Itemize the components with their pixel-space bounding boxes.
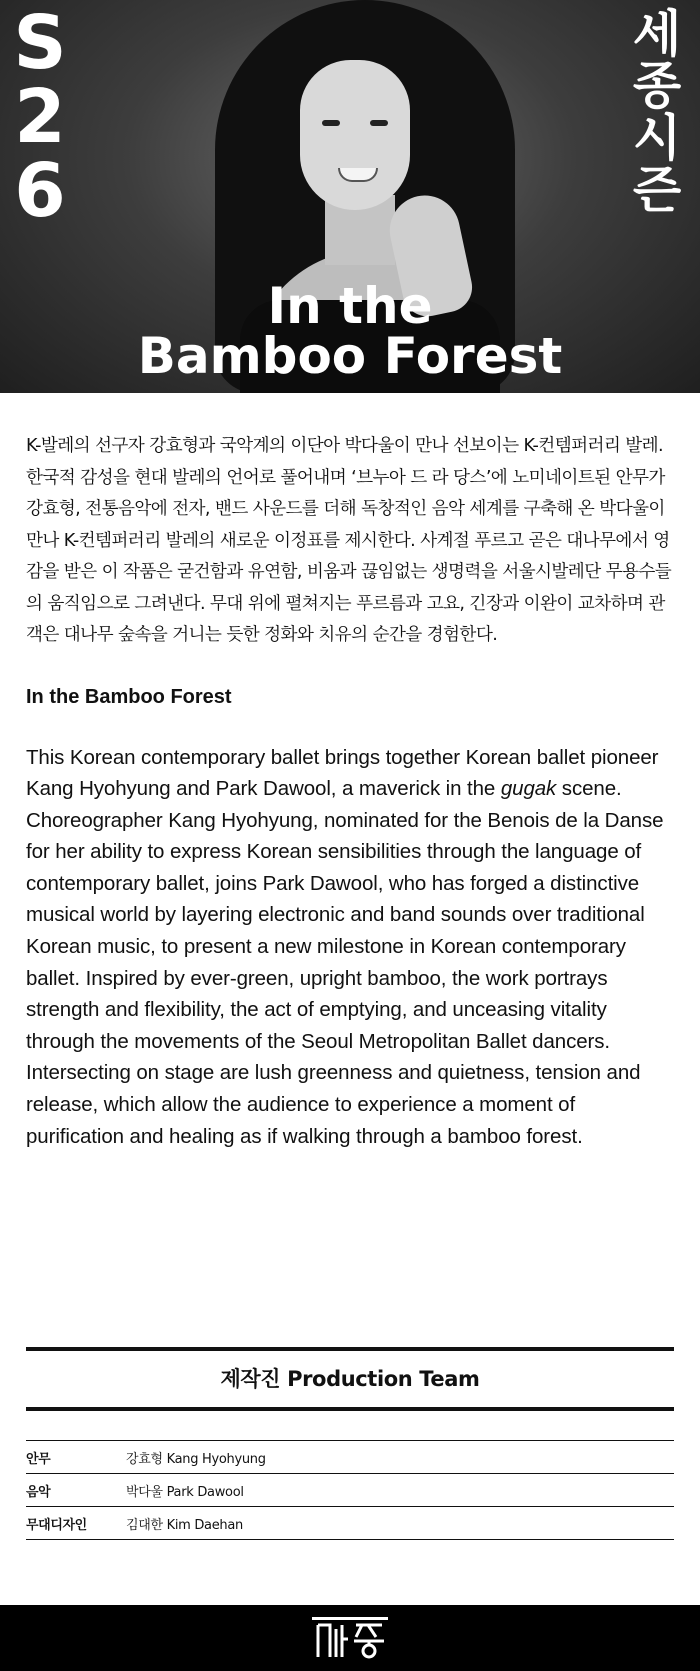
footer-bar (0, 1605, 700, 1671)
series-char: S (13, 0, 67, 86)
season-char: 즌 (632, 161, 682, 219)
season-char: 세 (632, 5, 682, 63)
season-char: 종 (632, 57, 682, 115)
season-char: 시 (632, 109, 682, 167)
description-korean: K-발레의 선구자 강효형과 국악계의 이단아 박다울이 만나 선보이는 K-컨템퍼러리 발레. 한국적 감성을 현대 발레의 언어로 풀어내며 ‘브누아 드 라 당스’에 노미네이트된 안무가 강효형, 전통음악에 전자, 밴드 사운드를 더해 독창적인 음악 세계를 구축해 온 박다울이 만나 K-컨템퍼러리 발레의 새로운 이정표를 제시한다. 사계절 푸르고 곧은 대나무에서 영감을 받은 이 작품은 굳건함과 유연함, 비움과 끊임없는 생명력을 서울시발레단 무용수들의 움직임으로 그려낸다. 무대 위에 펼쳐지는 푸르름과 고요, 긴장과 이완이 교차하며 관객은 대나무 숲속을 거니는 듯한 정화와 치유의 순간을 경험한다. (26, 436, 672, 645)
credit-row (26, 1441, 674, 1474)
series-char: 6 (14, 148, 66, 234)
divider-bottom (26, 1407, 674, 1411)
description-english-part1: This Korean contemporary ballet brings together Korean ballet pioneer Kang Hyohyung and Park Dawool, a maverick in the (26, 745, 659, 801)
photo-eye-right (370, 120, 388, 126)
sejong-logo-icon[interactable] (310, 1615, 390, 1661)
credits-table (26, 1440, 674, 1540)
credit-row (26, 1474, 674, 1507)
main-content (0, 431, 700, 1152)
credit-name: 박다울 Park Dawool (126, 1484, 244, 1500)
season-label (628, 5, 686, 219)
credit-role: 안무 (26, 1451, 51, 1467)
credit-role: 음악 (26, 1484, 51, 1500)
credit-name: 강효형 Kang Hyohyung (126, 1451, 266, 1467)
production-team-section (26, 1347, 674, 1540)
hero-title-line2: Bamboo Forest (137, 327, 563, 385)
gugak-italic: gugak (500, 777, 557, 801)
production-team-title: 제작진 Production Team (220, 1367, 480, 1391)
description-english (26, 742, 674, 1153)
hero-banner (0, 0, 700, 393)
photo-eye-left (322, 120, 340, 126)
credit-name: 김대한 Kim Daehan (126, 1517, 243, 1533)
series-char: 2 (14, 74, 66, 160)
credit-role: 무대디자인 (26, 1517, 87, 1533)
description-english-part2: scene. Choreographer Kang Hyohyung, nominated for the Benois de la Danse for her ability to express Korean sensibilities through the language of contemporary ballet, joins Park Dawool, who has forged a distinctive musical world by layering electronic and band sounds over traditional Korean music, to present a new milestone in Korean contemporary ballet. Inspired by ever-green, upright bamboo, the work portrays strength and flexibility, the act of emptying, and unceasing vitality through the movements of the Seoul Metropolitan Ballet dancers. Intersecting on stage are lush greenness and quietness, tension and release, which allow the audience to experience a moment of purification and healing as if walking through a bamboo forest. (26, 777, 664, 1148)
series-label (10, 0, 70, 234)
credit-row (26, 1507, 674, 1540)
photo-face (300, 60, 410, 210)
hero-title-line1: In the (267, 277, 433, 335)
english-title: In the Bamboo Forest (26, 685, 232, 708)
